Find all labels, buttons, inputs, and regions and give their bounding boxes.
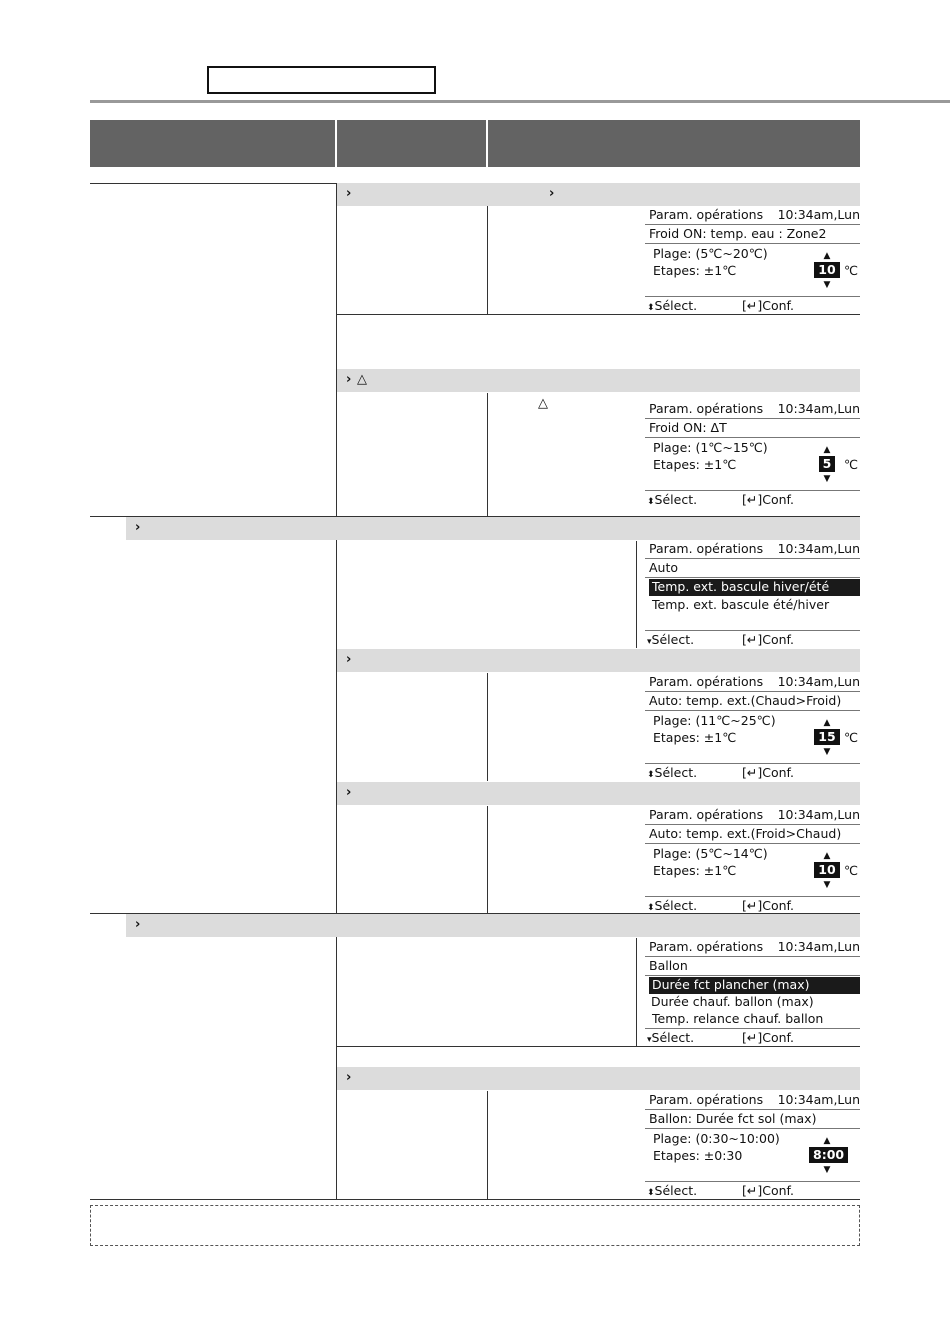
down-icon: ▾	[647, 1035, 652, 1045]
lcd-confirm: [↵]Conf.	[742, 898, 794, 913]
col-line	[487, 673, 488, 781]
lcd-screen	[645, 207, 860, 315]
lcd-time: 10:34am,Lun	[777, 401, 860, 416]
path-band	[337, 1067, 860, 1090]
lcd-divider	[645, 630, 860, 631]
updown-icon: ⬍	[647, 1188, 655, 1198]
lcd-confirm: [↵]Conf.	[742, 632, 794, 647]
lcd-time: 10:34am,Lun	[777, 541, 860, 556]
lcd-option[interactable]: Temp. ext. bascule été/hiver	[652, 597, 830, 612]
lcd-divider	[645, 437, 860, 438]
lcd-select: ⬍Sélect.	[647, 298, 698, 313]
lcd-divider	[645, 1028, 860, 1029]
lcd-time: 10:34am,Lun	[777, 807, 860, 822]
col-line	[487, 1091, 488, 1199]
enter-icon: [↵]	[742, 1183, 763, 1198]
lcd-divider	[645, 1128, 860, 1129]
chevron-icon: ›	[346, 652, 352, 667]
enter-icon: [↵]	[742, 1030, 763, 1045]
lcd-confirm: [↵]Conf.	[742, 492, 794, 507]
up-arrow-icon[interactable]: ▲	[823, 851, 831, 861]
lcd-divider	[645, 975, 860, 976]
lcd-range: Plage: (5℃~14℃)	[653, 846, 768, 861]
col-line	[487, 206, 488, 314]
lcd-divider	[645, 1109, 860, 1110]
lcd-divider	[645, 956, 860, 957]
lcd-divider	[645, 1181, 860, 1182]
updown-icon: ⬍	[647, 770, 655, 780]
lcd-range: Plage: (0:30~10:00)	[653, 1131, 780, 1146]
down-arrow-icon[interactable]: ▼	[823, 880, 831, 890]
lcd-title: Param. opérations	[649, 939, 764, 954]
lcd-step: Etapes: ±1℃	[653, 457, 737, 472]
delta-icon: △	[357, 372, 367, 387]
path-band	[337, 183, 860, 206]
up-arrow-icon[interactable]: ▲	[823, 718, 831, 728]
lcd-option-selected[interactable]: Durée fct plancher (max)	[649, 977, 860, 994]
col-line	[487, 393, 488, 516]
lcd-divider	[645, 843, 860, 844]
lcd-time: 10:34am,Lun	[777, 939, 860, 954]
down-arrow-icon[interactable]: ▼	[823, 474, 831, 484]
lcd-divider	[645, 490, 860, 491]
lcd-unit: ℃	[844, 457, 859, 472]
lcd-range: Plage: (11℃~25℃)	[653, 713, 776, 728]
lcd-divider	[645, 710, 860, 711]
lcd-heading: Auto	[649, 560, 679, 575]
lcd-select: ▾Sélect.	[647, 1030, 695, 1045]
lcd-screen	[645, 674, 860, 782]
col-line	[636, 541, 637, 648]
lcd-select: ▾Sélect.	[647, 632, 695, 647]
lcd-select: ⬍Sélect.	[647, 1183, 698, 1198]
lcd-unit: ℃	[844, 863, 859, 878]
lcd-title: Param. opérations	[649, 401, 764, 416]
enter-icon: [↵]	[742, 632, 763, 647]
down-arrow-icon[interactable]: ▼	[823, 747, 831, 757]
enter-icon: [↵]	[742, 298, 763, 313]
lcd-step: Etapes: ±1℃	[653, 263, 737, 278]
value-spinner[interactable]	[809, 445, 845, 484]
lcd-select: ⬍Sélect.	[647, 898, 698, 913]
chevron-icon: ›	[346, 785, 352, 800]
lcd-divider	[645, 577, 860, 578]
lcd-step: Etapes: ±1℃	[653, 863, 737, 878]
value-spinner[interactable]	[809, 251, 845, 290]
lcd-unit: ℃	[844, 730, 859, 745]
table-header-col3	[488, 120, 860, 167]
lcd-step: Etapes: ±0:30	[653, 1148, 743, 1163]
lcd-select: ⬍Sélect.	[647, 492, 698, 507]
lcd-screen	[645, 1092, 860, 1200]
enter-icon: [↵]	[742, 492, 763, 507]
lcd-confirm: [↵]Conf.	[742, 1030, 794, 1045]
lcd-divider	[645, 896, 860, 897]
col-line	[336, 183, 337, 1199]
up-arrow-icon[interactable]: ▲	[823, 445, 831, 455]
value-spinner[interactable]	[809, 718, 845, 757]
lcd-divider	[645, 224, 860, 225]
delta-icon: △	[538, 396, 548, 411]
lcd-time: 10:34am,Lun	[777, 207, 860, 222]
value-spinner[interactable]	[809, 1136, 845, 1175]
lcd-option[interactable]: Temp. relance chauf. ballon	[652, 1011, 824, 1026]
lcd-title: Param. opérations	[649, 674, 764, 689]
lcd-screen	[645, 541, 860, 649]
chevron-icon: ›	[346, 186, 352, 201]
up-arrow-icon[interactable]: ▲	[823, 1136, 831, 1146]
enter-icon: [↵]	[742, 898, 763, 913]
lcd-unit: ℃	[844, 263, 859, 278]
lcd-title: Param. opérations	[649, 807, 764, 822]
down-arrow-icon[interactable]: ▼	[823, 280, 831, 290]
note-box	[90, 1205, 860, 1246]
enter-icon: [↵]	[742, 765, 763, 780]
lcd-range: Plage: (1℃~15℃)	[653, 440, 768, 455]
lcd-value: 8:00	[809, 1147, 848, 1163]
path-band	[126, 914, 860, 937]
lcd-heading: Froid ON: ΔT	[649, 420, 727, 435]
path-band	[337, 782, 860, 805]
lcd-range: Plage: (5℃~20℃)	[653, 246, 768, 261]
lcd-title: Param. opérations	[649, 1092, 764, 1107]
lcd-divider	[645, 763, 860, 764]
chevron-icon: ›	[135, 520, 141, 535]
header-rule	[90, 100, 950, 103]
path-band	[337, 649, 860, 672]
chevron-icon: ›	[346, 1070, 352, 1085]
lcd-heading: Auto: temp. ext.(Chaud>Froid)	[649, 693, 842, 708]
lcd-heading: Froid ON: temp. eau : Zone2	[649, 226, 827, 241]
chevron-icon: ›	[346, 372, 352, 387]
chevron-icon: ›	[135, 917, 141, 932]
lcd-value: 10	[814, 862, 839, 878]
path-band	[126, 517, 860, 540]
lcd-heading: Ballon: Durée fct sol (max)	[649, 1111, 817, 1126]
path-band	[337, 369, 860, 392]
lcd-title: Param. opérations	[649, 207, 764, 222]
lcd-confirm: [↵]Conf.	[742, 765, 794, 780]
up-arrow-icon[interactable]: ▲	[823, 251, 831, 261]
down-arrow-icon[interactable]: ▼	[823, 1165, 831, 1175]
lcd-time: 10:34am,Lun	[777, 1092, 860, 1107]
lcd-screen	[645, 939, 860, 1047]
col-line	[487, 806, 488, 913]
lcd-value: 10	[814, 262, 839, 278]
lcd-title: Param. opérations	[649, 541, 764, 556]
lcd-divider	[645, 418, 860, 419]
updown-icon: ⬍	[647, 497, 655, 507]
down-icon: ▾	[647, 637, 652, 647]
lcd-select: ⬍Sélect.	[647, 765, 698, 780]
lcd-divider	[645, 296, 860, 297]
col-line	[636, 938, 637, 1046]
updown-icon: ⬍	[647, 303, 655, 313]
lcd-confirm: [↵]Conf.	[742, 298, 794, 313]
table-header-col1	[90, 120, 335, 167]
lcd-screen	[645, 807, 860, 915]
lcd-divider	[645, 243, 860, 244]
lcd-time: 10:34am,Lun	[777, 674, 860, 689]
lcd-value: 15	[814, 729, 839, 745]
lcd-step: Etapes: ±1℃	[653, 730, 737, 745]
lcd-confirm: [↵]Conf.	[742, 1183, 794, 1198]
table-header-col2	[337, 120, 486, 167]
updown-icon: ⬍	[647, 903, 655, 913]
lcd-heading: Ballon	[649, 958, 688, 973]
lcd-screen	[645, 401, 860, 509]
lcd-option[interactable]: Durée chauf. ballon (max)	[651, 994, 814, 1009]
chevron-icon: ›	[549, 186, 555, 201]
header-box	[207, 66, 436, 94]
lcd-divider	[645, 824, 860, 825]
lcd-divider	[645, 691, 860, 692]
lcd-value: 5	[819, 456, 836, 472]
lcd-option-selected[interactable]: Temp. ext. bascule hiver/été	[649, 579, 860, 596]
lcd-heading: Auto: temp. ext.(Froid>Chaud)	[649, 826, 842, 841]
lcd-divider	[645, 558, 860, 559]
value-spinner[interactable]	[809, 851, 845, 890]
